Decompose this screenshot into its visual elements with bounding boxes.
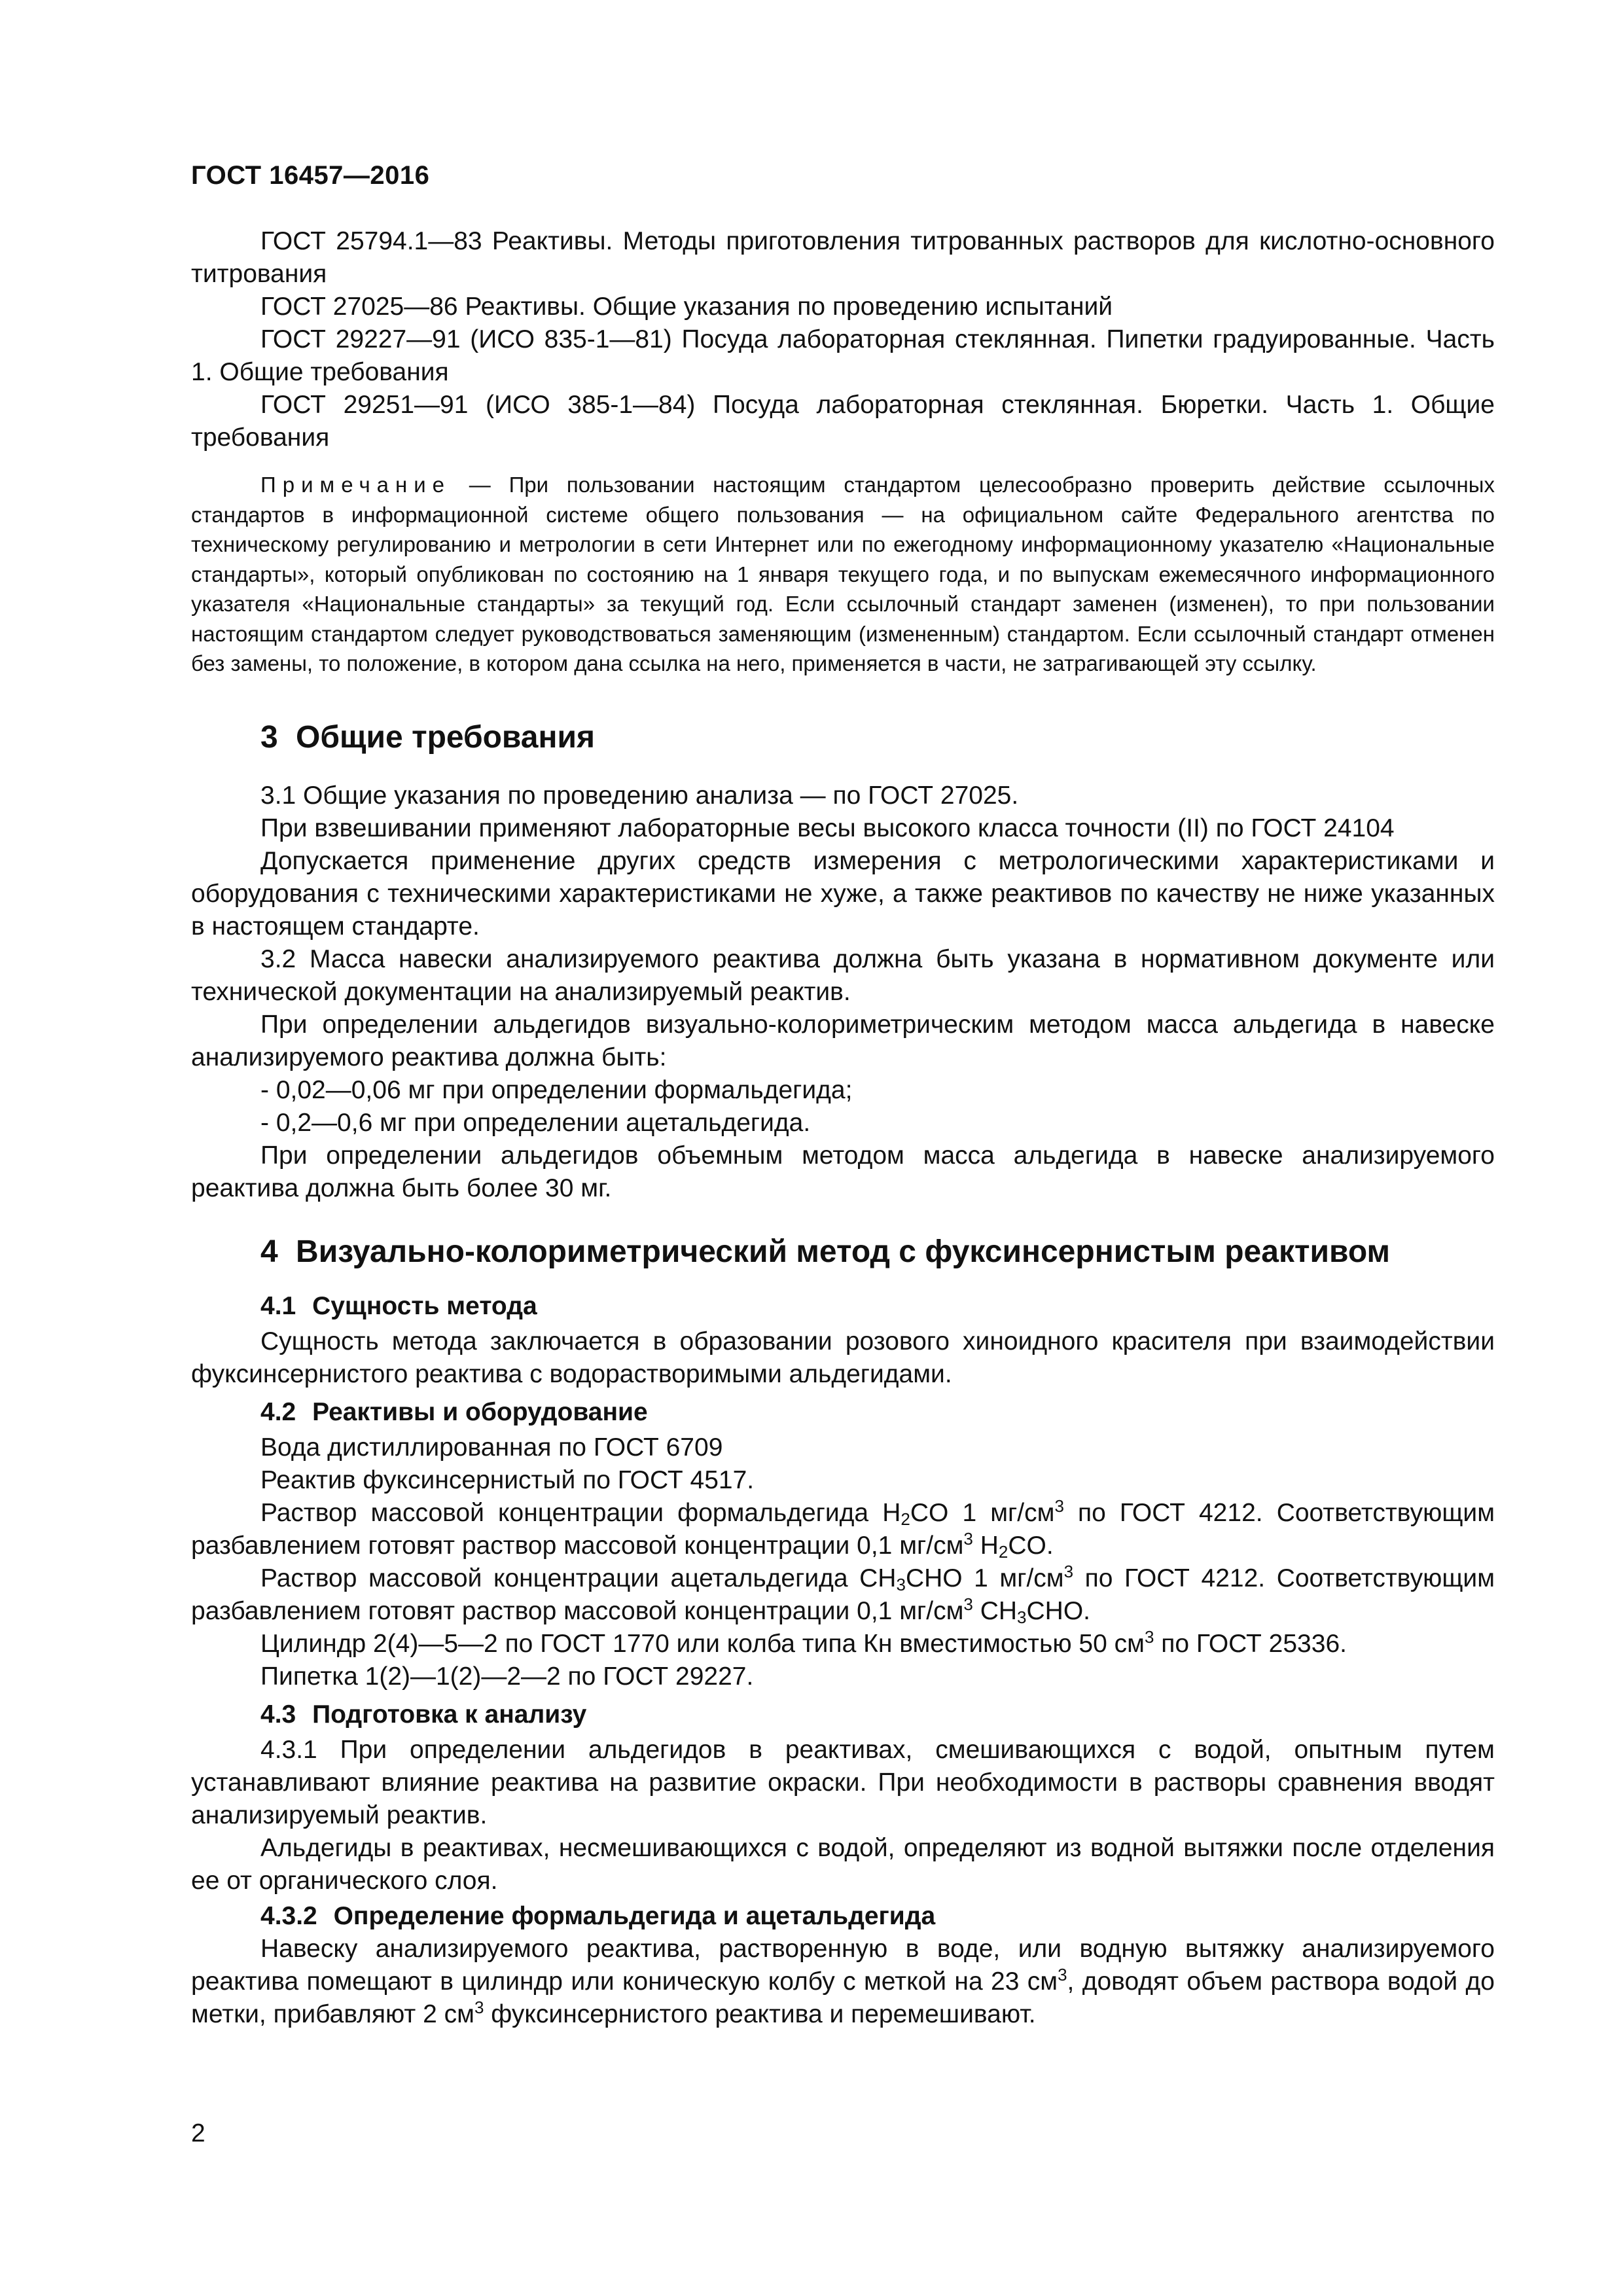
subsection-number: 4.3.2 (260, 1901, 317, 1930)
paragraph-cylinder: Цилиндр 2(4)—5—2 по ГОСТ 1770 или колба типа Кн вместимостью 50 $см^3$ по ГОСТ 25336. (260, 1626, 1347, 1658)
section-number: 3 (260, 719, 278, 755)
list-item: - 0,2—0,6 мг при определении ацетальдегида. (260, 1108, 811, 1137)
subsection-title: Сущность метода (312, 1291, 537, 1320)
note-paragraph (191, 470, 1495, 679)
subsection-number: 4.3 (260, 1700, 296, 1729)
subsection-number: 4.2 (260, 1397, 296, 1426)
subsection-title: Подготовка к анализу (312, 1700, 587, 1729)
reference-item: ГОСТ 25794.1—83 Реактивы. Методы приготовления титрованных растворов для кислотно-основного титрования (191, 227, 1495, 288)
reference-item: ГОСТ 29227—91 (ИСО 835-1—81) Посуда лабораторная стеклянная. Пипетки градуированные. Часть 1. Общие требования (191, 325, 1495, 386)
paragraph: При определении альдегидов визуально-колориметрическим методом масса альдегида в навеске анализируемого реактива должна быть: (191, 1010, 1495, 1071)
document-body (191, 225, 1495, 2031)
page-number: 2 (191, 2119, 205, 2147)
section-title: Визуально-колориметрический метод с фуксинсернистым реактивом (296, 1234, 1391, 1269)
section-3-heading (191, 718, 1495, 757)
paragraph-formaldehyde-solution: Раствор массовой концентрации формальдегида $H_2CO$ 1 $мг/см^3$ по ГОСТ 4212. Соответствующим разбавлением готовят раствор массовой концентрации 0,1 $мг/см^3$ $H_2CO$. (191, 1496, 1495, 1562)
subsection-title: Определение формальдегида и ацетальдегида (333, 1901, 936, 1930)
subsection-title: Реактивы и оборудование (312, 1397, 648, 1426)
paragraph: 4.3.1 При определении альдегидов в реактивах, смешивающихся с водой, опытным путем устанавливают влияние реактива на развитие окраски. При необходимости в растворы сравнения вводят анализируемый реактив. (191, 1735, 1495, 1829)
subsection-number: 4.1 (260, 1291, 296, 1320)
subsection-4-3-2-heading (191, 1900, 1495, 1933)
paragraph: Реактив фуксинсернистый по ГОСТ 4517. (260, 1465, 755, 1494)
section-title: Общие требования (296, 719, 596, 755)
paragraph: Альдегиды в реактивах, несмешивающихся с водой, определяют из водной вытяжки после отделения ее от органического слоя. (191, 1833, 1495, 1895)
paragraph: 3.1 Общие указания по проведению анализа — по ГОСТ 27025. (260, 781, 1019, 810)
paragraph-procedure: Навеску анализируемого реактива, растворенную в воде, или водную вытяжку анализируемого реактива помещают в цилиндр или коническую колбу с меткой на 23 $см^3$, доводят объем раствора водой до метки, прибавляют 2 $см^3$ фуксинсернистого реактива и перемешивают. (191, 1934, 1495, 2028)
paragraph: При взвешивании применяют лабораторные весы высокого класса точности (II) по ГОСТ 24104 (260, 814, 1395, 842)
paragraph-acetaldehyde-solution: Раствор массовой концентрации ацетальдегида $CH_3CHO$ 1 $мг/см^3$ по ГОСТ 4212. Соответствующим разбавлением готовят раствор массовой концентрации 0,1 $мг/см^3$ $CH_3CHO$. (191, 1561, 1495, 1627)
subsection-4-2-heading (191, 1396, 1495, 1429)
paragraph: Вода дистиллированная по ГОСТ 6709 (260, 1433, 723, 1462)
note-label: Примечание (260, 473, 452, 497)
section-4-heading (191, 1232, 1495, 1272)
paragraph: 3.2 Масса навески анализируемого реактива должна быть указана в нормативном документе или технической документации на анализируемый реактив. (191, 944, 1495, 1006)
paragraph: При определении альдегидов объемным методом масса альдегида в навеске анализируемого реактива должна быть более 30 мг. (191, 1141, 1495, 1202)
reference-item: ГОСТ 29251—91 (ИСО 385-1—84) Посуда лабораторная стеклянная. Бюретки. Часть 1. Общие требования (191, 391, 1495, 452)
subsection-4-1-heading (191, 1290, 1495, 1323)
subsection-4-3-heading (191, 1698, 1495, 1731)
document-code: ГОСТ 16457—2016 (191, 161, 430, 190)
note-block (191, 470, 1495, 679)
reference-item: ГОСТ 27025—86 Реактивы. Общие указания по проведению испытаний (260, 293, 1113, 321)
list-item: - 0,02—0,06 мг при определении формальдегида; (260, 1075, 853, 1104)
paragraph: Сущность метода заключается в образовании розового хиноидного красителя при взаимодействии фуксинсернистого реактива с водорастворимыми альдегидами. (191, 1327, 1495, 1388)
section-number: 4 (260, 1234, 278, 1269)
paragraph: Допускается применение других средств измерения с метрологическими характеристиками и оборудования с техническими характеристиками не хуже, а также реактивов по качеству не ниже указанных в настоящем стандарте. (191, 846, 1495, 941)
paragraph: Пипетка 1(2)—1(2)—2—2 по ГОСТ 29227. (260, 1662, 754, 1691)
note-text: — При пользовании настоящим стандартом целесообразно проверить действие ссылочных стандартов в информационной системе общего пользования — на официальном сайте Федерального агентства по техническому регулированию и метрологии в сети Интернет или по ежегодному информационному указателю «Национальные стандарты», который опубликован по состоянию на 1 января текущего года, и по выпускам ежемесячного информационного указателя «Национальные стандарты» за текущий год. Если ссылочный стандарт заменен (изменен), то при пользовании настоящим стандартом следует руководствоваться заменяющим (измененным) стандартом. Если ссылочный стандарт отменен без замены, то положение, в котором дана ссылка на него, применяется в части, не затрагивающей эту ссылку. (191, 473, 1495, 675)
